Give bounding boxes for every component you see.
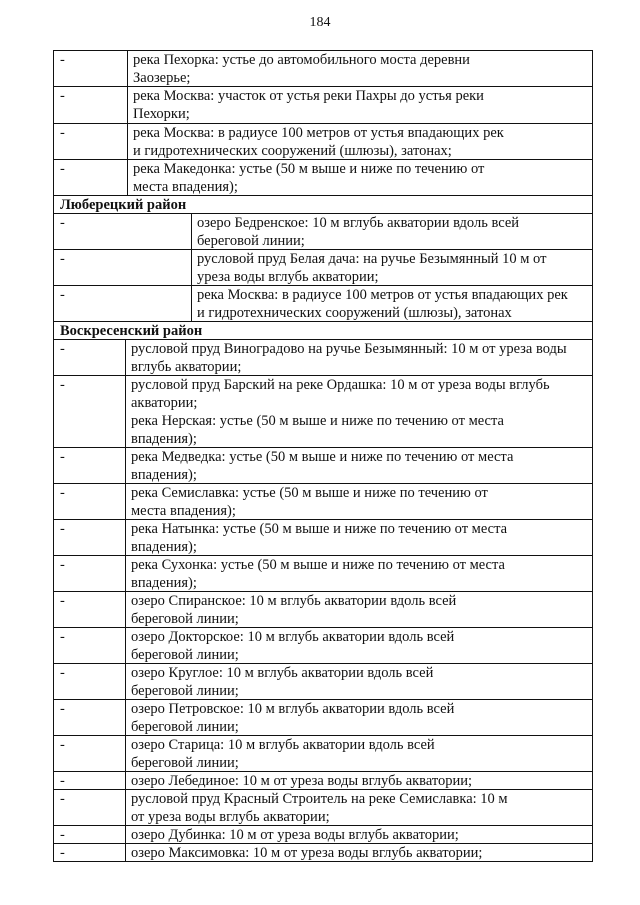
list-marker: - (54, 87, 128, 123)
list-item (54, 772, 592, 790)
list-item-text: река Пехорка: устье до автомобильного моста деревни Заозерье; (133, 52, 470, 86)
page-number: 184 (309, 15, 331, 30)
list-item (54, 556, 592, 592)
list-marker: - (54, 376, 126, 447)
list-item (54, 592, 592, 628)
list-item (54, 628, 592, 664)
list-marker: - (54, 790, 126, 825)
list-marker: - (54, 844, 126, 861)
list-item (54, 448, 592, 484)
list-item-text: озеро Спиранское: 10 м вглубь акватории вдоль всей береговой линии; (131, 593, 457, 627)
list-marker: - (54, 736, 126, 771)
list-item-text: озеро Дубинка: 10 м от уреза воды вглубь акватории; (131, 827, 459, 843)
list-marker: - (54, 448, 126, 483)
list-marker: - (54, 772, 126, 789)
list-marker: - (54, 286, 192, 321)
list-item (54, 484, 592, 520)
list-marker: - (54, 214, 192, 249)
document-table (53, 50, 593, 862)
list-item-text: река Македонка: устье (50 м выше и ниже по течению от места впадения); (133, 161, 485, 195)
list-marker: - (54, 826, 126, 843)
list-item (54, 87, 592, 124)
list-item (54, 826, 592, 844)
list-item-text: река Москва: участок от устья реки Пахры до устья реки Пехорки; (133, 88, 484, 122)
list-marker: - (54, 160, 128, 195)
list-marker: - (54, 520, 126, 555)
list-item-text: озеро Старица: 10 м вглубь акватории вдоль всей береговой линии; (131, 737, 435, 771)
list-marker: - (54, 592, 126, 627)
list-item-text: река Натынка: устье (50 м выше и ниже по течению от места впадения); (131, 521, 508, 555)
list-item-text: русловой пруд Виноградово на ручье Безымянный: 10 м от уреза воды вглубь акватории; (131, 341, 567, 375)
list-item (54, 214, 592, 250)
list-item-text: озеро Круглое: 10 м вглубь акватории вдоль всей береговой линии; (131, 665, 434, 699)
list-marker: - (54, 556, 126, 591)
list-item (54, 700, 592, 736)
list-item (54, 51, 592, 87)
district-header: Люберецкий район (54, 196, 592, 214)
list-item-text: река Медведка: устье (50 м выше и ниже по течению от места впадения); (131, 449, 514, 483)
list-marker: - (54, 340, 126, 375)
list-item (54, 376, 592, 448)
list-marker: - (54, 51, 128, 86)
list-marker: - (54, 664, 126, 699)
list-marker: - (54, 124, 128, 159)
list-item (54, 790, 592, 826)
list-marker: - (54, 628, 126, 663)
list-item-text: река Москва: в радиусе 100 метров от устья впадающих рек и гидротехнических сооружений (шлюзы), затонах; (133, 125, 504, 159)
list-item-text: река Семиславка: устье (50 м выше и ниже по течению от места впадения); (131, 485, 488, 519)
list-item (54, 520, 592, 556)
list-item (54, 736, 592, 772)
list-marker: - (54, 484, 126, 519)
list-item-text: русловой пруд Барский на реке Ордашка: 10 м от уреза воды вглубь акватории; река Нерская: устье (50 м выше и ниже по течению от места впадения); (131, 377, 550, 447)
list-marker: - (54, 700, 126, 735)
list-item (54, 286, 592, 322)
list-item-text: озеро Докторское: 10 м вглубь акватории вдоль всей береговой линии; (131, 629, 455, 663)
list-item-text: озеро Петровское: 10 м вглубь акватории вдоль всей береговой линии; (131, 701, 455, 735)
list-item (54, 124, 592, 160)
list-item (54, 250, 592, 286)
list-item (54, 664, 592, 700)
list-item-text: река Сухонка: устье (50 м выше и ниже по течению от места впадения); (131, 557, 505, 591)
list-item-text: озеро Бедренское: 10 м вглубь акватории вдоль всей береговой линии; (197, 215, 520, 249)
list-item-text: озеро Лебединое: 10 м от уреза воды вглубь акватории; (131, 773, 473, 789)
list-item-text: русловой пруд Красный Строитель на реке Семиславка: 10 м от уреза воды вглубь акватории; (131, 791, 508, 825)
list-marker: - (54, 250, 192, 285)
list-item (54, 844, 592, 862)
list-item-text: озеро Максимовка: 10 м от уреза воды вглубь акватории; (131, 845, 483, 861)
list-item-text: русловой пруд Белая дача: на ручье Безымянный 10 м от уреза воды вглубь акватории; (197, 251, 547, 285)
list-item (54, 340, 592, 376)
list-item (54, 160, 592, 196)
district-header: Воскресенский район (54, 322, 592, 340)
list-item-text: река Москва: в радиусе 100 метров от устья впадающих рек и гидротехнических сооружений (шлюзы), затонах (197, 287, 568, 321)
